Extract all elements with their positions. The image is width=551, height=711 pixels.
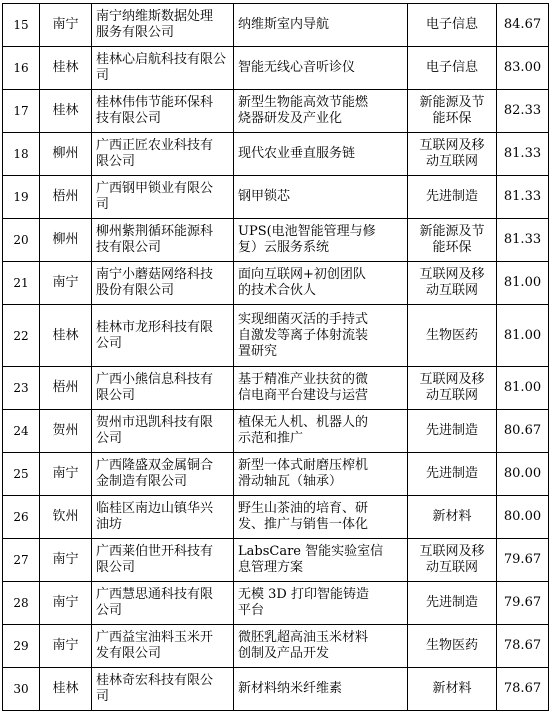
table-row — [3, 47, 549, 90]
table-row — [3, 133, 549, 176]
table-row — [3, 625, 549, 668]
cell-project: 基于精准产业扶贫的微 信电商平台建设与运营 — [234, 367, 408, 410]
table-row — [3, 219, 549, 262]
cell-project: 野生山茶油的培育、研 发、推广与销售一体化 — [234, 496, 408, 539]
cell-number: 21 — [3, 262, 40, 305]
cell-city: 南宁 — [40, 582, 92, 625]
cell-score: 80.00 — [497, 453, 549, 496]
cell-project: 钢甲锁芯 — [234, 176, 408, 219]
cell-number: 28 — [3, 582, 40, 625]
cell-field: 互联网及移 动互联网 — [408, 262, 497, 305]
cell-project: 智能无线心音听诊仪 — [234, 47, 408, 90]
table-row — [3, 367, 549, 410]
cell-field: 先进制造 — [408, 410, 497, 453]
table-row — [3, 90, 549, 133]
cell-field: 生物医药 — [408, 305, 497, 367]
cell-number: 29 — [3, 625, 40, 668]
cell-company: 广西正匠农业科技有 限公司 — [92, 133, 234, 176]
cell-number: 24 — [3, 410, 40, 453]
cell-city: 贺州 — [40, 410, 92, 453]
cell-city: 桂林 — [40, 47, 92, 90]
cell-field: 电子信息 — [408, 4, 497, 47]
table-row — [3, 496, 549, 539]
cell-company: 临桂区南边山镇华兴 油坊 — [92, 496, 234, 539]
cell-number: 19 — [3, 176, 40, 219]
cell-project: 新材料纳米纤维素 — [234, 668, 408, 711]
cell-project: LabsCare 智能实验室信 息管理方案 — [234, 539, 408, 582]
cell-number: 27 — [3, 539, 40, 582]
cell-project: 面向互联网+初创团队 的技术合伙人 — [234, 262, 408, 305]
cell-city: 梧州 — [40, 367, 92, 410]
cell-company: 桂林市龙形科技有限 公司 — [92, 305, 234, 367]
table-body — [3, 4, 549, 711]
table-row — [3, 410, 549, 453]
cell-field: 电子信息 — [408, 47, 497, 90]
cell-field: 新能源及节 能环保 — [408, 90, 497, 133]
cell-city: 桂林 — [40, 90, 92, 133]
cell-company: 广西慧思通科技有限 公司 — [92, 582, 234, 625]
cell-city: 梧州 — [40, 176, 92, 219]
cell-company: 柳州紫荆循环能源科 技有限公司 — [92, 219, 234, 262]
cell-city: 南宁 — [40, 539, 92, 582]
cell-company: 广西隆盛双金属铜合 金制造有限公司 — [92, 453, 234, 496]
cell-company: 桂林心启航科技有限公司 — [92, 47, 234, 90]
cell-number: 30 — [3, 668, 40, 711]
cell-company: 广西益宝油料玉米开 发有限公司 — [92, 625, 234, 668]
cell-field: 互联网及移 动互联网 — [408, 367, 497, 410]
cell-score: 81.33 — [497, 176, 549, 219]
cell-score: 83.00 — [497, 47, 549, 90]
cell-field: 互联网及移 动互联网 — [408, 539, 497, 582]
cell-score: 78.67 — [497, 625, 549, 668]
cell-number: 26 — [3, 496, 40, 539]
cell-score: 79.67 — [497, 582, 549, 625]
ranking-table — [2, 3, 549, 711]
cell-project: 实现细菌灭活的手持式 自激发等离子体射流装 置研究 — [234, 305, 408, 367]
cell-company: 桂林奇宏科技有限公 司 — [92, 668, 234, 711]
cell-company: 广西小熊信息科技有 限公司 — [92, 367, 234, 410]
cell-number: 23 — [3, 367, 40, 410]
cell-field: 先进制造 — [408, 453, 497, 496]
cell-company: 贺州市迅凯科技有限 公司 — [92, 410, 234, 453]
cell-score: 81.00 — [497, 367, 549, 410]
cell-project: 微胚乳超高油玉米材料 创制及产品开发 — [234, 625, 408, 668]
cell-project: 新型生物能高效节能燃 烧器研发及产业化 — [234, 90, 408, 133]
cell-field: 新材料 — [408, 496, 497, 539]
cell-city: 柳州 — [40, 219, 92, 262]
cell-number: 17 — [3, 90, 40, 133]
cell-company: 广西钢甲锁业有限公 司 — [92, 176, 234, 219]
cell-number: 15 — [3, 4, 40, 47]
table-row — [3, 453, 549, 496]
cell-city: 南宁 — [40, 625, 92, 668]
cell-score: 80.67 — [497, 410, 549, 453]
table-row — [3, 262, 549, 305]
cell-city: 南宁 — [40, 262, 92, 305]
table-row — [3, 4, 549, 47]
cell-city: 南宁 — [40, 4, 92, 47]
cell-score: 82.33 — [497, 90, 549, 133]
cell-project: 无模 3D 打印智能铸造 平台 — [234, 582, 408, 625]
cell-number: 18 — [3, 133, 40, 176]
cell-field: 新材料 — [408, 668, 497, 711]
cell-number: 25 — [3, 453, 40, 496]
cell-field: 新能源及节 能环保 — [408, 219, 497, 262]
cell-score: 80.00 — [497, 496, 549, 539]
cell-number: 22 — [3, 305, 40, 367]
cell-company: 桂林伟伟节能环保科 技有限公司 — [92, 90, 234, 133]
cell-project: 现代农业垂直服务链 — [234, 133, 408, 176]
cell-project: 植保无人机、机器人的 示范和推广 — [234, 410, 408, 453]
cell-city: 桂林 — [40, 668, 92, 711]
cell-project: 纳维斯室内导航 — [234, 4, 408, 47]
cell-city: 桂林 — [40, 305, 92, 367]
cell-score: 81.33 — [497, 133, 549, 176]
cell-field: 先进制造 — [408, 582, 497, 625]
cell-city: 柳州 — [40, 133, 92, 176]
cell-number: 20 — [3, 219, 40, 262]
cell-score: 81.00 — [497, 262, 549, 305]
cell-field: 先进制造 — [408, 176, 497, 219]
table-row — [3, 668, 549, 711]
cell-company: 南宁小蘑菇网络科技 股份有限公司 — [92, 262, 234, 305]
cell-score: 78.67 — [497, 668, 549, 711]
table-row — [3, 305, 549, 367]
cell-score: 84.67 — [497, 4, 549, 47]
cell-city: 南宁 — [40, 453, 92, 496]
cell-field: 互联网及移 动互联网 — [408, 133, 497, 176]
cell-score: 79.67 — [497, 539, 549, 582]
table-row — [3, 582, 549, 625]
cell-company: 南宁纳维斯数据处理 服务有限公司 — [92, 4, 234, 47]
cell-project: 新型一体式耐磨压榨机 滑动轴瓦（轴承） — [234, 453, 408, 496]
cell-company: 广西莱伯世开科技有 限公司 — [92, 539, 234, 582]
cell-project: UPS(电池智能管理与修 复）云服务系统 — [234, 219, 408, 262]
cell-city: 钦州 — [40, 496, 92, 539]
cell-score: 81.00 — [497, 305, 549, 367]
cell-number: 16 — [3, 47, 40, 90]
cell-field: 生物医药 — [408, 625, 497, 668]
table-row — [3, 176, 549, 219]
cell-score: 81.33 — [497, 219, 549, 262]
table-row — [3, 539, 549, 582]
